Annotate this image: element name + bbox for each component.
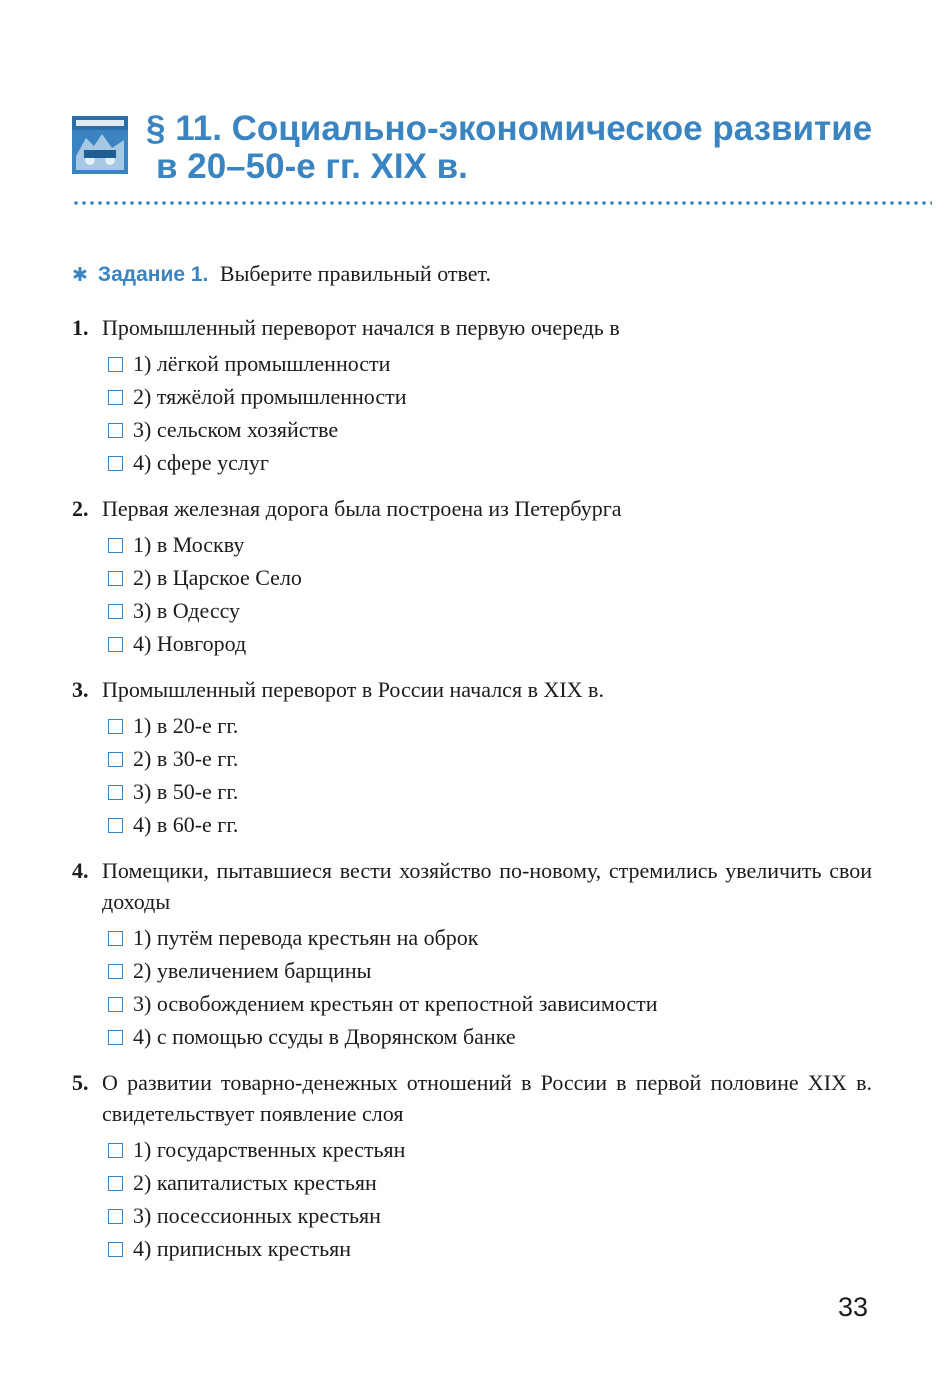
- section-title-line1: § 11. Социально-экономическое развитие: [146, 109, 873, 148]
- answer-option[interactable]: [108, 561, 872, 594]
- option-label: 2) капиталистых крестьян: [133, 1170, 377, 1195]
- option-label: 3) посессионных крестьян: [133, 1203, 381, 1228]
- checkbox-icon[interactable]: [108, 1143, 123, 1158]
- option-label: 2) тяжёлой промышленности: [133, 384, 407, 409]
- answer-option[interactable]: [108, 1020, 872, 1053]
- answer-option[interactable]: [108, 742, 872, 775]
- answer-option[interactable]: [108, 954, 872, 987]
- answer-option[interactable]: [108, 987, 872, 1020]
- checkbox-icon[interactable]: [108, 964, 123, 979]
- checkbox-icon[interactable]: [108, 785, 123, 800]
- question-number: 5.: [72, 1070, 89, 1095]
- answer-option[interactable]: [108, 709, 872, 742]
- question-number: 4.: [72, 858, 89, 883]
- answer-option[interactable]: [108, 808, 872, 841]
- question-number: 2.: [72, 496, 89, 521]
- checkbox-icon[interactable]: [108, 1176, 123, 1191]
- question-text: Промышленный переворот в России начался в XIX в.: [102, 677, 604, 702]
- question-1: [72, 312, 872, 479]
- answer-option[interactable]: [108, 528, 872, 561]
- question-text: Помещики, пытавшиеся вести хозяйство по-новому, стремились увеличить свои доходы: [102, 858, 872, 914]
- option-label: 3) в Одессу: [133, 598, 241, 623]
- question-text: О развитии товарно-денежных отношений в России в первой половине XIX в. свидетельствует появление слоя: [102, 1070, 872, 1126]
- option-label: 3) сельском хозяйстве: [133, 417, 339, 442]
- checkbox-icon[interactable]: [108, 752, 123, 767]
- question-text: Первая железная дорога была построена из Петербурга: [102, 496, 622, 521]
- section-logo-icon: [72, 116, 128, 174]
- answer-option[interactable]: [108, 775, 872, 808]
- option-label: 3) освобождением крестьян от крепостной зависимости: [133, 991, 658, 1016]
- answer-option[interactable]: [108, 1232, 872, 1265]
- question-4: [72, 855, 872, 1053]
- answer-option[interactable]: [108, 1199, 872, 1232]
- checkbox-icon[interactable]: [108, 538, 123, 553]
- checkbox-icon[interactable]: [108, 1242, 123, 1257]
- option-label: 3) в 50-е гг.: [133, 779, 239, 804]
- task-heading: [72, 259, 491, 290]
- checkbox-icon[interactable]: [108, 1209, 123, 1224]
- option-label: 2) в Царское Село: [133, 565, 302, 590]
- checkbox-icon[interactable]: [108, 719, 123, 734]
- answer-option[interactable]: [108, 446, 872, 479]
- answer-option[interactable]: [108, 1133, 872, 1166]
- checkbox-icon[interactable]: [108, 456, 123, 471]
- answer-option[interactable]: [108, 921, 872, 954]
- option-label: 1) в 20-е гг.: [133, 713, 239, 738]
- checkbox-icon[interactable]: [108, 818, 123, 833]
- question-list: [72, 312, 872, 1279]
- task-instruction: Выберите правильный ответ.: [219, 261, 492, 286]
- option-label: 1) лёгкой промышленности: [133, 351, 391, 376]
- section-title: [146, 110, 916, 186]
- section-title-line2: в 20–50-е гг. XIX в.: [156, 147, 468, 186]
- checkbox-icon[interactable]: [108, 390, 123, 405]
- star-icon: ✱: [72, 264, 88, 286]
- answer-option[interactable]: [108, 627, 872, 660]
- checkbox-icon[interactable]: [108, 604, 123, 619]
- option-label: 4) сфере услуг: [133, 450, 269, 475]
- question-2: [72, 493, 872, 660]
- question-5: [72, 1067, 872, 1265]
- option-label: 4) приписных крестьян: [133, 1236, 352, 1261]
- answer-option[interactable]: [108, 1166, 872, 1199]
- option-label: 4) с помощью ссуды в Дворянском банке: [133, 1024, 516, 1049]
- checkbox-icon[interactable]: [108, 423, 123, 438]
- page-number: 33: [838, 1292, 869, 1322]
- question-number: 3.: [72, 677, 89, 702]
- option-label: 2) в 30-е гг.: [133, 746, 239, 771]
- answer-option[interactable]: [108, 380, 872, 413]
- answer-option[interactable]: [108, 347, 872, 380]
- task-label: Задание 1.: [97, 263, 209, 286]
- checkbox-icon[interactable]: [108, 637, 123, 652]
- checkbox-icon[interactable]: [108, 1030, 123, 1045]
- answer-option[interactable]: [108, 413, 872, 446]
- checkbox-icon[interactable]: [108, 357, 123, 372]
- question-text: Промышленный переворот начался в первую очередь в: [102, 315, 620, 340]
- option-label: 4) Новгород: [133, 631, 247, 656]
- question-number: 1.: [72, 315, 89, 340]
- option-label: 1) государственных крестьян: [133, 1137, 406, 1162]
- option-label: 1) в Москву: [133, 532, 245, 557]
- checkbox-icon[interactable]: [108, 571, 123, 586]
- dotted-divider: [72, 200, 932, 206]
- option-label: 1) путём перевода крестьян на оброк: [133, 925, 479, 950]
- option-label: 4) в 60-е гг.: [133, 812, 239, 837]
- option-label: 2) увеличением барщины: [133, 958, 372, 983]
- answer-option[interactable]: [108, 594, 872, 627]
- question-3: [72, 674, 872, 841]
- checkbox-icon[interactable]: [108, 997, 123, 1012]
- checkbox-icon[interactable]: [108, 931, 123, 946]
